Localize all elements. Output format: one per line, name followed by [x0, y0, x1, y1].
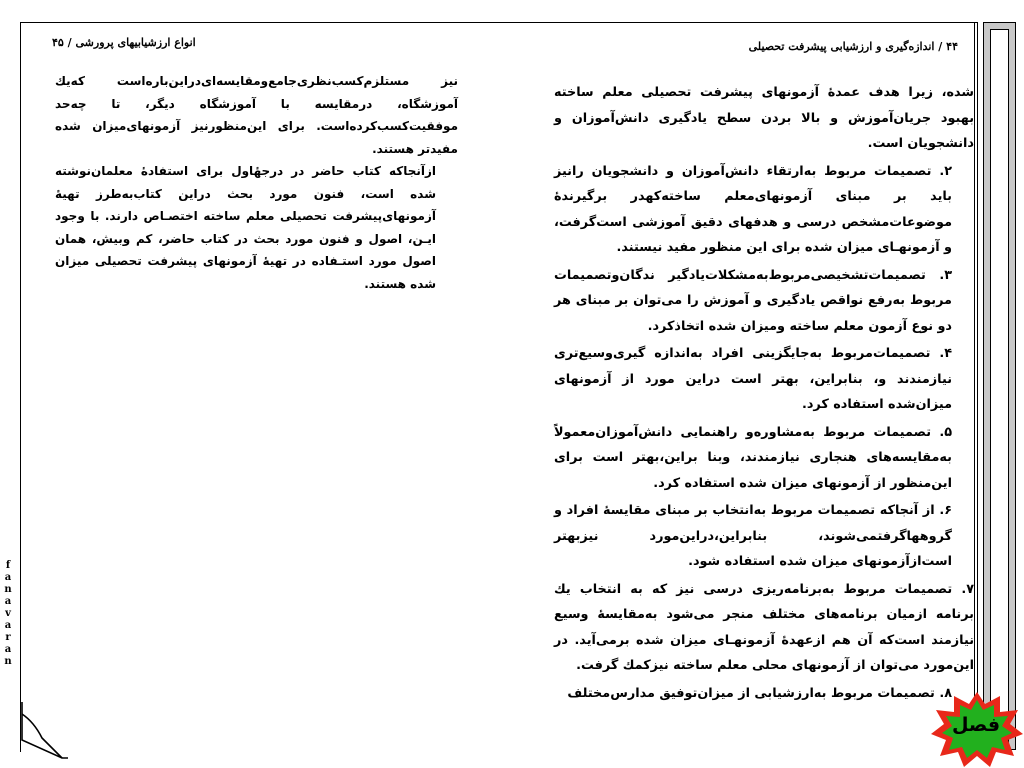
watermark-letter: f — [5, 560, 11, 571]
paragraph: ۶. از آنجاکه تصمیمات مربوط به‌انتخاب بر مبنای مقایسهٔ افراد و گروههاگرفتمی‌شوند، بنابراین،دراین‌مورد نیزبهتر است‌ازآزمونهای میزان شده استفاده شود. — [554, 503, 952, 569]
vertical-watermark — [0, 560, 16, 668]
watermark-letter: a — [4, 596, 12, 607]
paragraph: نیز مستلزم‌کسب‌نظری‌جامع‌ومقایسه‌ای‌دراین‌باره‌است که‌یك آموزشگاه، درمقایسه با آموزشگاه دیگر، تا چه‌حد موفقیت‌کسب‌کرده‌است. برای این‌منظورنیز آزمونهای‌میزان شده مفیدتر هستند. — [55, 74, 458, 156]
header-left-page: انواع ارزشیابیهای پرورشی / ۴۵ — [52, 36, 196, 49]
watermark-letter: r — [5, 632, 11, 643]
paragraph: شده، زیرا هدف عمدهٔ آزمونهای پیشرفت تحصیلی معلم ساخته بهبود جریان‌آموزش و بالا بردن سطح یادگیری دانش‌آموزان و دانشجویان است. — [554, 85, 974, 151]
watermark-letter: v — [5, 608, 11, 619]
header-right-page: ۴۴ / اندازه‌گیری و ارزشیابی پیشرفت تحصیلی — [748, 40, 958, 53]
right-scroll-bar[interactable] — [983, 22, 1016, 750]
paragraph: ازآنجاکه کتاب حاضر در درجهٔاول برای استفادهٔ معلمان‌نوشته شده است، فنون مورد بحث دراین کتاب‌به‌طرز تهیهٔ آزمونهای‌پیشرفت تحصیلی معلم ساخته اختصـاص دارند. با وجود ایـن، اصول و فنون مورد بحث در کتاب حاضر، کم وبیش، همان اصول مورد استـفاده در تهیهٔ آزمونهای پیشرفت تحصیلی میزان شده هستند. — [55, 164, 436, 291]
scroll-track — [990, 29, 1009, 743]
watermark-letter: a — [4, 620, 12, 631]
paragraph: ۵. تصمیمات مربوط به‌مشاوره‌و راهنمایی دانش‌آموزان‌معمولاً به‌مقایسه‌های هنجاری نیازمندند، وبنا براین،بهتر است برای این‌منظور از آزمونهای میزان شده استفاده کرد. — [554, 424, 952, 491]
left-page-text — [55, 70, 458, 295]
chapter-button-label[interactable]: فصل — [951, 714, 1001, 736]
paragraph: ۸. تصمیمات مربوط به‌ارزشیابی از میزان‌توفیق مدارس‌مختلف — [567, 685, 952, 701]
paragraph: ۲. تصمیمات مربوط به‌ارتقاء دانش‌آموزان و دانشجویان رانیز باید بر مبنای آزمونهای‌معلم ساخته‌کهدر برگیرندهٔ موضوعات‌مشخص درسی و هدفهای دقیق آموزشی است‌گرفت، و آزمونهـای میزان شده برای این منظور مفید نیستند. — [554, 163, 952, 255]
right-page-text — [554, 80, 974, 708]
watermark-letter: n — [4, 656, 12, 667]
paragraph: ۴. تصمیمات‌مربوط به‌جایگزینی افراد به‌اندازه گیری‌وسیع‌تری نیازمندند و، بنابراین، بهتر است دراین مورد از آزمونهای میزان‌شده استفاده کرد. — [554, 346, 952, 412]
watermark-letter: a — [4, 644, 12, 655]
watermark-letter: n — [4, 584, 12, 595]
paragraph: ۷. تصمیمات مربوط به‌برنامه‌ریزی درسی نیز که به انتخاب یك برنامه ازمیان برنامه‌های مختلف منجر می‌شود به‌مقایسهٔ وسیع نیازمند است‌که آن هم ازعهدهٔ آزمونهـای میزان شده برمی‌آید. در این‌مورد می‌توان از آزمونهای محلی معلم ساخته نیزکمك گرفت. — [554, 581, 974, 673]
paragraph: ۳. تصمیمات‌تشخیصی‌مربوط‌به‌مشکلات‌یادگیر ندگان‌وتصمیمات مربوط به‌رفع نواقص یادگیری و آموزش را می‌توان بر مبنای هر دو نوع آزمون معلم ساخته ومیزان شده اتخاذکرد. — [554, 267, 952, 334]
watermark-letter: a — [4, 572, 12, 583]
page-curl-icon — [20, 700, 70, 760]
